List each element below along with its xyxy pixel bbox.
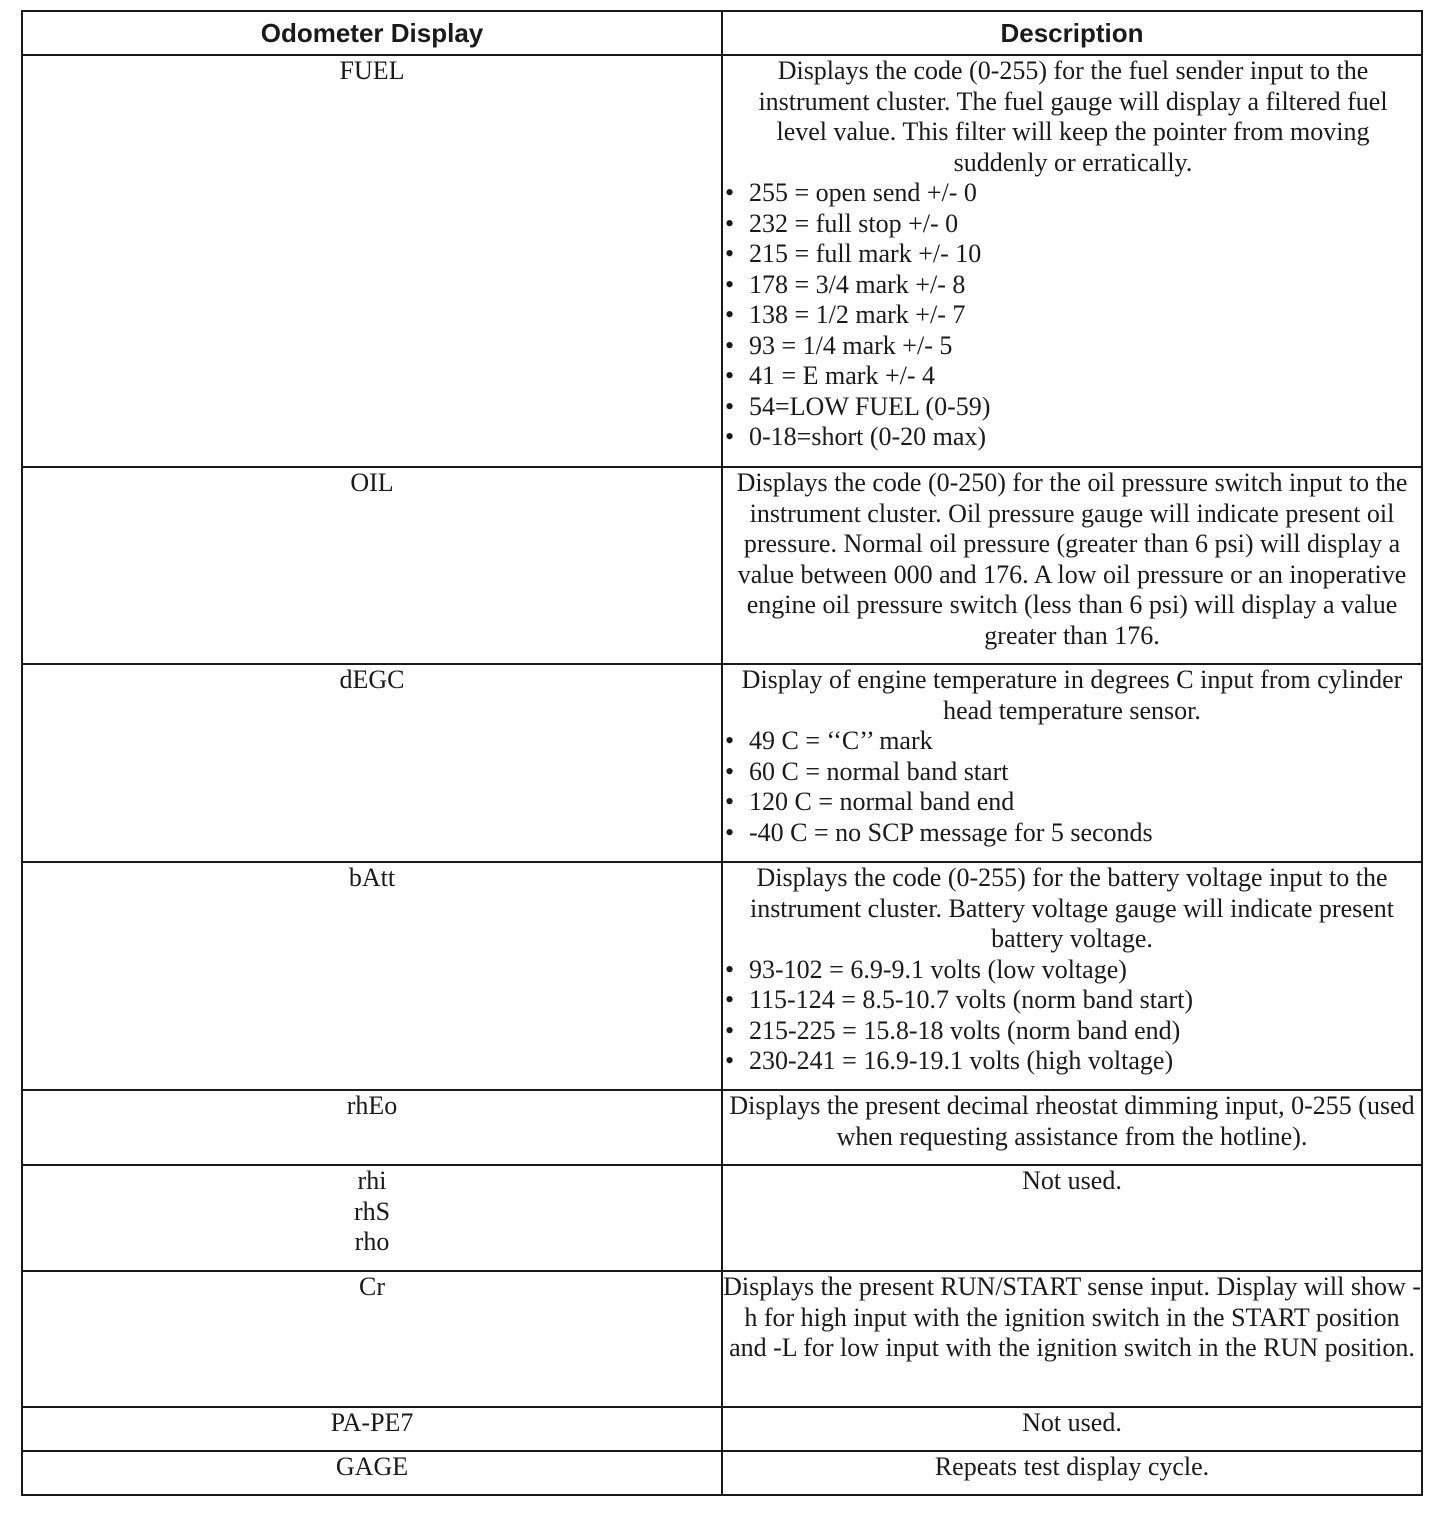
list-item: • 93-102 = 6.9-9.1 volts (low voltage) (725, 954, 1127, 984)
table-row (22, 1271, 1422, 1407)
display-code-cell (22, 1090, 722, 1165)
table-row (22, 1451, 1422, 1495)
display-code: OIL (350, 468, 394, 497)
table-row (22, 664, 1422, 862)
display-code: rhi (357, 1166, 387, 1195)
list-item: • 54=LOW FUEL (0-59) (725, 391, 991, 421)
description-cell (722, 1407, 1422, 1451)
table-row (22, 1090, 1422, 1165)
table-row (22, 1407, 1422, 1451)
list-item: • 178 = 3/4 mark +/- 8 (725, 269, 966, 299)
display-code: Cr (359, 1272, 385, 1301)
description-cell (722, 862, 1422, 1090)
document-page (21, 10, 1421, 1496)
display-code-cell (22, 664, 722, 862)
list-item: • 215-225 = 15.8-18 volts (norm band end) (725, 1015, 1181, 1045)
description-text: Not used. (1022, 1166, 1122, 1195)
display-code-cell (22, 1451, 722, 1495)
display-code-cell (22, 467, 722, 664)
description-cell (722, 1451, 1422, 1495)
display-code-cell (22, 1271, 722, 1407)
description-text: Repeats test display cycle. (934, 1452, 1210, 1481)
description-text: Displays the code (0-250) for the oil pressure switch input to the instrument cluster. Oil pressure gauge will indicate present oil pressure. Normal oil pressure (greater than 6 psi) will display a value between 000 and 176. A low oil pressure or an inoperative engine oil pressure switch (less than 6 psi) will display a value greater than 176. (736, 468, 1408, 650)
description-cell (722, 55, 1422, 467)
table-row (22, 862, 1422, 1090)
description-text: Displays the present decimal rheostat dimming input, 0-255 (used when requesting assistance from the hotline). (729, 1091, 1415, 1151)
value-list (723, 726, 1421, 848)
description-cell (722, 1271, 1422, 1407)
header-row (22, 11, 1422, 55)
display-code: GAGE (335, 1452, 409, 1481)
header-description: Description (722, 11, 1422, 55)
odometer-display-table (21, 10, 1423, 1496)
description-text: Display of engine temperature in degrees C input from cylinder head temperature sensor. (741, 665, 1403, 725)
display-code: PA-PE7 (330, 1408, 414, 1437)
list-item: • 60 C = normal band start (725, 756, 1009, 786)
list-item: • 41 = E mark +/- 4 (725, 361, 936, 390)
list-item: • 93 = 1/4 mark +/- 5 (725, 330, 953, 360)
list-item: • 120 C = normal band end (725, 787, 1015, 816)
description-cell (722, 467, 1422, 664)
description-cell (722, 1090, 1422, 1165)
list-item: • 49 C = ‘‘C’’ mark (725, 726, 933, 755)
table-row (22, 467, 1422, 664)
list-item: • 232 = full stop +/- 0 (725, 208, 959, 238)
display-code-cell (22, 55, 722, 467)
description-cell (722, 1165, 1422, 1271)
description-text: Not used. (1022, 1408, 1122, 1437)
description-text: Displays the code (0-255) for the battery voltage input to the instrument cluster. Battery voltage gauge will indicate present battery voltage. (749, 863, 1395, 953)
list-item: • 215 = full mark +/- 10 (725, 239, 982, 268)
list-item: • 115-124 = 8.5-10.7 volts (norm band start) (725, 985, 1194, 1014)
list-item: • 230-241 = 16.9-19.1 volts (high voltage) (725, 1046, 1174, 1075)
list-item: • 0-18=short (0-20 max) (725, 422, 987, 451)
display-code-cell (22, 1165, 722, 1271)
display-code: rhEo (346, 1091, 398, 1120)
display-code: bAtt (348, 863, 396, 892)
display-code-cell (22, 1407, 722, 1451)
display-code: FUEL (339, 56, 405, 85)
display-code: rho (354, 1227, 390, 1256)
list-item: • -40 C = no SCP message for 5 seconds (725, 817, 1153, 847)
table-row (22, 1165, 1422, 1271)
value-list (723, 178, 1421, 453)
display-code: dEGC (339, 665, 405, 694)
table-row (22, 55, 1422, 467)
list-item: • 138 = 1/2 mark +/- 7 (725, 300, 966, 329)
list-item: • 255 = open send +/- 0 (725, 178, 977, 207)
header-odometer-display: Odometer Display (22, 11, 722, 55)
value-list (723, 955, 1421, 1077)
display-code-cell (22, 862, 722, 1090)
display-code: rhS (353, 1196, 391, 1226)
description-text: Displays the code (0-255) for the fuel sender input to the instrument cluster. The fuel gauge will display a filtered fuel level value. This filter will keep the pointer from moving suddenly or erratically. (758, 56, 1388, 177)
description-text: Displays the present RUN/START sense input. Display will show -h for high input with the ignition switch in the START position and -L for low input with the ignition switch in the RUN position. (723, 1272, 1421, 1362)
description-cell (722, 664, 1422, 862)
